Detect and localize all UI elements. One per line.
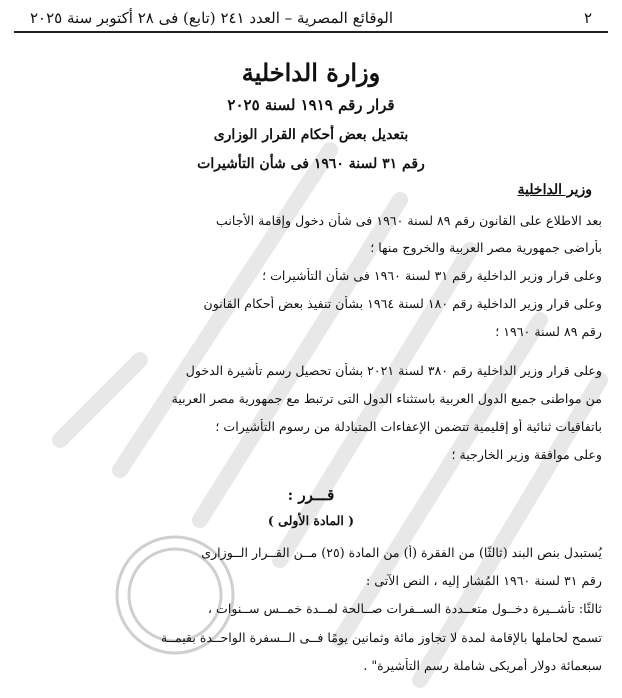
- article-title: ( المادة الأولى ): [267, 513, 355, 528]
- body-line: وعلى قرار وزير الداخلية رقم ١٨٠ لسنة ١٩٦٤ بشأن تنفيذ بعض أحكام القانون: [203, 296, 602, 311]
- decree-number: قرار رقم ١٩١٩ لسنة ٢٠٢٥: [227, 96, 395, 114]
- article-line: سبعمائة دولار أمريكى شاملة رسم التأشيرة" .: [363, 658, 602, 673]
- body-line: رقم ٨٩ لسنة ١٩٦٠ ؛: [495, 324, 602, 339]
- page-header: [30, 6, 592, 30]
- body-line: بعد الاطلاع على القانون رقم ٨٩ لسنة ١٩٦٠ فى شأن دخول وإقامة الأجانب: [216, 213, 602, 228]
- header-divider: [14, 31, 608, 33]
- article-line: تسمح لحاملها بالإقامة لمدة لا تجاوز مائة وثمانين يومًا فــى الــسفرة الواحــدة بقيمــة: [160, 630, 602, 645]
- amendment-line-1: بتعديل بعض أحكام القرار الوزارى: [213, 127, 409, 143]
- amendment-line-2: رقم ٣١ لسنة ١٩٦٠ فى شأن التأشيرات: [197, 156, 425, 172]
- publication-info: الوقائع المصرية – العدد ٢٤١ (تابع) فى ٢٨ أكتوبر سنة ٢٠٢٥: [30, 9, 394, 27]
- article-line: ثالثًا: تأشــيرة دخــول متعــددة الســفرات صــالحة لمــدة خمــس ســنوات ،: [207, 601, 602, 616]
- article-line: رقم ٣١ لسنة ١٩٦٠ المُشار إليه ، النص الآتى :: [366, 573, 602, 588]
- body-line: وعلى موافقة وزير الخارجية ؛: [451, 447, 602, 462]
- page-number: ٢: [583, 9, 592, 27]
- body-line: بأراضى جمهورية مصر العربية والخروج منها ؛: [370, 240, 602, 255]
- minister-heading: وزير الداخلية: [517, 182, 592, 198]
- decided-heading: قـــرر :: [287, 486, 335, 504]
- ministry-title: وزارة الداخلية: [241, 58, 381, 87]
- article-line: يُستبدل بنص البند (ثالثًا) من الفقرة (أ) من المادة (٢٥) مــن القــرار الــوزارى: [201, 545, 602, 560]
- body-line: من مواطنى جميع الدول العربية باستثناء الدول التى ترتبط مع جمهورية مصر العربية: [171, 391, 602, 406]
- body-line: وعلى قرار وزير الداخلية رقم ٣١ لسنة ١٩٦٠ فى شأن التأشيرات ؛: [262, 268, 602, 283]
- body-line: وعلى قرار وزير الداخلية رقم ٣٨٠ لسنة ٢٠٢١ بشأن تحصيل رسم تأشيرة الدخول: [185, 363, 602, 378]
- body-line: باتفاقيات ثنائية أو إقليمية تتضمن الإعفاءات المتبادلة من رسوم التأشيرات ؛: [215, 419, 602, 434]
